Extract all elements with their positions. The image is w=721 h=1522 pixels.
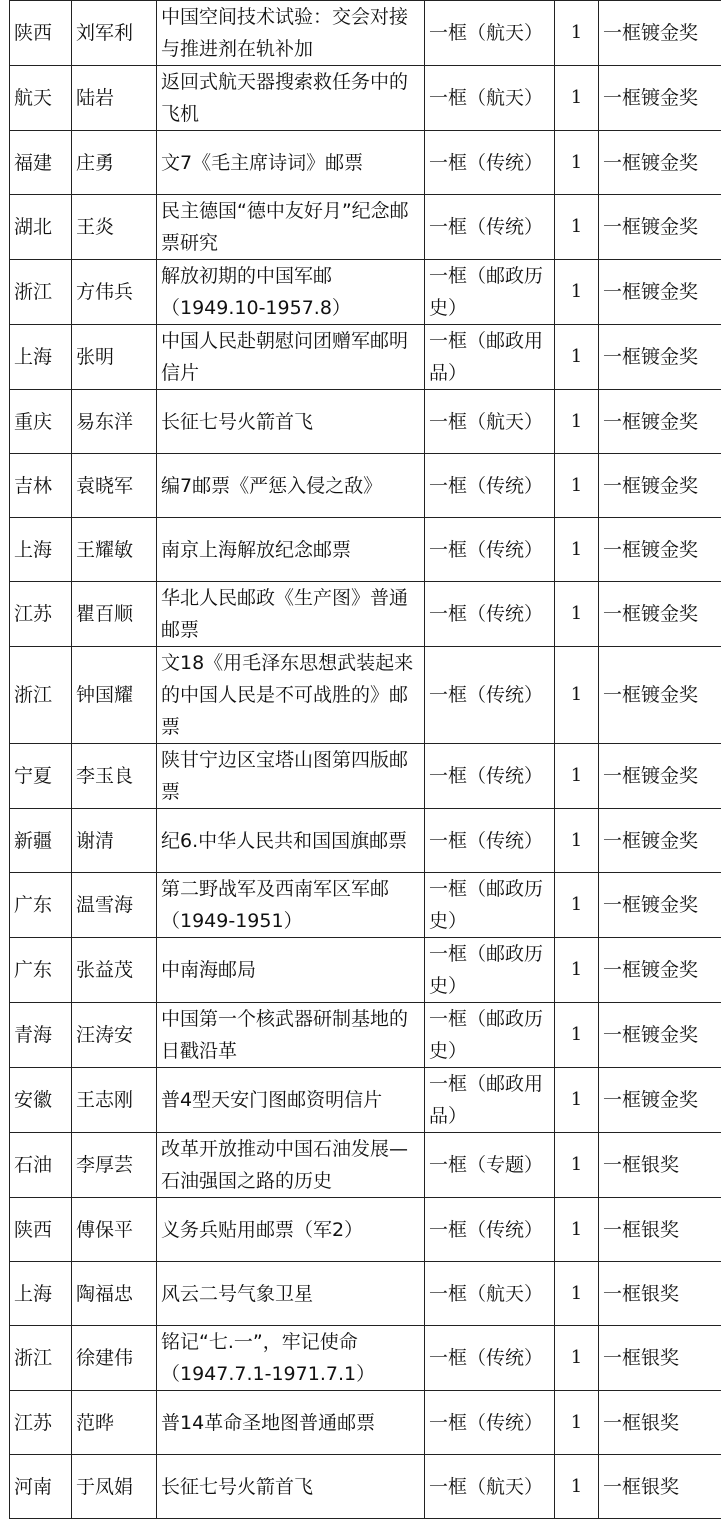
name-cell: 李玉良 [72,744,157,809]
name-cell: 刘军利 [72,1,157,66]
exhibit-title-cell: 中国人民赴朝慰问团赠军邮明信片 [157,325,425,390]
province-cell: 陕西 [10,1,72,66]
table-row [10,809,721,873]
name-cell: 温雪海 [72,873,157,938]
name-cell: 李厚芸 [72,1133,157,1198]
province-cell: 上海 [10,1262,72,1326]
province-cell: 青海 [10,1003,72,1068]
frame-count-cell: 1 [555,1068,599,1133]
name-cell: 王耀敏 [72,518,157,582]
award-cell: 一框银奖 [599,1133,721,1198]
award-cell: 一框镀金奖 [599,518,721,582]
exhibit-title-cell: 风云二号气象卫星 [157,1262,425,1326]
category-cell: 一框（航天） [425,1,555,66]
table-row [10,454,721,518]
province-cell: 吉林 [10,454,72,518]
province-cell: 河南 [10,1455,72,1519]
category-cell: 一框（航天） [425,390,555,454]
award-cell: 一框镀金奖 [599,744,721,809]
exhibit-title-cell: 第二野战军及西南军区军邮（1949-1951） [157,873,425,938]
table-row [10,1262,721,1326]
table-row [10,582,721,647]
table-row [10,1068,721,1133]
frame-count-cell: 1 [555,195,599,260]
table-row [10,1198,721,1262]
table-row [10,195,721,260]
exhibit-title-cell: 中国空间技术试验：交会对接与推进剂在轨补加 [157,1,425,66]
name-cell: 徐建伟 [72,1326,157,1391]
exhibit-title-cell: 编7邮票《严惩入侵之敌》 [157,454,425,518]
category-cell: 一框（邮政历史） [425,938,555,1003]
province-cell: 江苏 [10,1391,72,1455]
name-cell: 于凤娟 [72,1455,157,1519]
table-row [10,647,721,744]
province-cell: 浙江 [10,647,72,744]
exhibit-title-cell: 文18《用毛泽东思想武装起来的中国人民是不可战胜的》邮票 [157,647,425,744]
exhibit-title-cell: 返回式航天器搜索救任务中的飞机 [157,66,425,131]
category-cell: 一框（传统） [425,454,555,518]
frame-count-cell: 1 [555,1,599,66]
award-cell: 一框镀金奖 [599,325,721,390]
province-cell: 陕西 [10,1198,72,1262]
award-table [9,0,721,1519]
name-cell: 汪涛安 [72,1003,157,1068]
exhibit-title-cell: 南京上海解放纪念邮票 [157,518,425,582]
frame-count-cell: 1 [555,809,599,873]
frame-count-cell: 1 [555,131,599,195]
award-cell: 一框镀金奖 [599,195,721,260]
exhibit-title-cell: 解放初期的中国军邮（1949.10-1957.8） [157,260,425,325]
award-cell: 一框镀金奖 [599,454,721,518]
province-cell: 上海 [10,325,72,390]
province-cell: 航天 [10,66,72,131]
province-cell: 石油 [10,1133,72,1198]
frame-count-cell: 1 [555,1198,599,1262]
frame-count-cell: 1 [555,260,599,325]
frame-count-cell: 1 [555,582,599,647]
award-cell: 一框镀金奖 [599,647,721,744]
province-cell: 湖北 [10,195,72,260]
category-cell: 一框（传统） [425,1198,555,1262]
category-cell: 一框（传统） [425,647,555,744]
category-cell: 一框（航天） [425,1262,555,1326]
name-cell: 谢清 [72,809,157,873]
frame-count-cell: 1 [555,744,599,809]
table-row [10,1391,721,1455]
table-row [10,1003,721,1068]
frame-count-cell: 1 [555,1326,599,1391]
table-row [10,1455,721,1519]
frame-count-cell: 1 [555,1455,599,1519]
category-cell: 一框（传统） [425,1326,555,1391]
exhibit-title-cell: 文7《毛主席诗词》邮票 [157,131,425,195]
exhibit-title-cell: 普4型天安门图邮资明信片 [157,1068,425,1133]
frame-count-cell: 1 [555,873,599,938]
award-cell: 一框镀金奖 [599,1003,721,1068]
exhibit-title-cell: 铭记“七.一”，牢记使命（1947.7.1-1971.7.1） [157,1326,425,1391]
province-cell: 宁夏 [10,744,72,809]
exhibit-title-cell: 民主德国“德中友好月”纪念邮票研究 [157,195,425,260]
table-row [10,1133,721,1198]
frame-count-cell: 1 [555,938,599,1003]
province-cell: 浙江 [10,260,72,325]
category-cell: 一框（传统） [425,1391,555,1455]
table-row [10,1,721,66]
award-cell: 一框镀金奖 [599,582,721,647]
name-cell: 范晔 [72,1391,157,1455]
category-cell: 一框（专题） [425,1133,555,1198]
category-cell: 一框（传统） [425,744,555,809]
table-row [10,518,721,582]
award-cell: 一框银奖 [599,1391,721,1455]
award-cell: 一框镀金奖 [599,809,721,873]
category-cell: 一框（传统） [425,518,555,582]
name-cell: 钟国耀 [72,647,157,744]
category-cell: 一框（邮政用品） [425,1068,555,1133]
award-cell: 一框银奖 [599,1198,721,1262]
exhibit-title-cell: 中国第一个核武器研制基地的日戳沿革 [157,1003,425,1068]
name-cell: 陆岩 [72,66,157,131]
award-list-sheet [9,0,721,1519]
award-cell: 一框镀金奖 [599,1068,721,1133]
frame-count-cell: 1 [555,1003,599,1068]
table-row [10,325,721,390]
frame-count-cell: 1 [555,518,599,582]
name-cell: 王志刚 [72,1068,157,1133]
award-cell: 一框镀金奖 [599,938,721,1003]
exhibit-title-cell: 长征七号火箭首飞 [157,1455,425,1519]
table-row [10,744,721,809]
name-cell: 庄勇 [72,131,157,195]
exhibit-title-cell: 中南海邮局 [157,938,425,1003]
category-cell: 一框（传统） [425,809,555,873]
exhibit-title-cell: 普14革命圣地图普通邮票 [157,1391,425,1455]
name-cell: 张明 [72,325,157,390]
category-cell: 一框（邮政历史） [425,260,555,325]
award-cell: 一框银奖 [599,1455,721,1519]
award-cell: 一框镀金奖 [599,260,721,325]
category-cell: 一框（邮政历史） [425,1003,555,1068]
name-cell: 袁晓军 [72,454,157,518]
name-cell: 瞿百顺 [72,582,157,647]
exhibit-title-cell: 华北人民邮政《生产图》普通邮票 [157,582,425,647]
name-cell: 傅保平 [72,1198,157,1262]
frame-count-cell: 1 [555,1133,599,1198]
award-table-body [10,1,721,1519]
award-cell: 一框镀金奖 [599,131,721,195]
category-cell: 一框（邮政历史） [425,873,555,938]
award-cell: 一框镀金奖 [599,1,721,66]
frame-count-cell: 1 [555,1262,599,1326]
award-cell: 一框镀金奖 [599,66,721,131]
exhibit-title-cell: 陕甘宁边区宝塔山图第四版邮票 [157,744,425,809]
table-row [10,938,721,1003]
exhibit-title-cell: 义务兵贴用邮票（军2） [157,1198,425,1262]
award-cell: 一框银奖 [599,1262,721,1326]
frame-count-cell: 1 [555,647,599,744]
category-cell: 一框（航天） [425,1455,555,1519]
table-row [10,131,721,195]
name-cell: 易东洋 [72,390,157,454]
category-cell: 一框（传统） [425,195,555,260]
frame-count-cell: 1 [555,390,599,454]
award-cell: 一框镀金奖 [599,873,721,938]
name-cell: 张益茂 [72,938,157,1003]
exhibit-title-cell: 改革开放推动中国石油发展—石油强国之路的历史 [157,1133,425,1198]
table-row [10,390,721,454]
province-cell: 新疆 [10,809,72,873]
province-cell: 江苏 [10,582,72,647]
frame-count-cell: 1 [555,66,599,131]
exhibit-title-cell: 纪6.中华人民共和国国旗邮票 [157,809,425,873]
category-cell: 一框（传统） [425,582,555,647]
province-cell: 浙江 [10,1326,72,1391]
name-cell: 王炎 [72,195,157,260]
name-cell: 方伟兵 [72,260,157,325]
frame-count-cell: 1 [555,1391,599,1455]
table-row [10,1326,721,1391]
table-row [10,260,721,325]
award-cell: 一框银奖 [599,1326,721,1391]
table-row [10,873,721,938]
category-cell: 一框（邮政用品） [425,325,555,390]
frame-count-cell: 1 [555,325,599,390]
category-cell: 一框（传统） [425,131,555,195]
province-cell: 广东 [10,938,72,1003]
province-cell: 广东 [10,873,72,938]
category-cell: 一框（航天） [425,66,555,131]
name-cell: 陶福忠 [72,1262,157,1326]
province-cell: 福建 [10,131,72,195]
province-cell: 上海 [10,518,72,582]
exhibit-title-cell: 长征七号火箭首飞 [157,390,425,454]
award-cell: 一框镀金奖 [599,390,721,454]
frame-count-cell: 1 [555,454,599,518]
province-cell: 安徽 [10,1068,72,1133]
province-cell: 重庆 [10,390,72,454]
table-row [10,66,721,131]
